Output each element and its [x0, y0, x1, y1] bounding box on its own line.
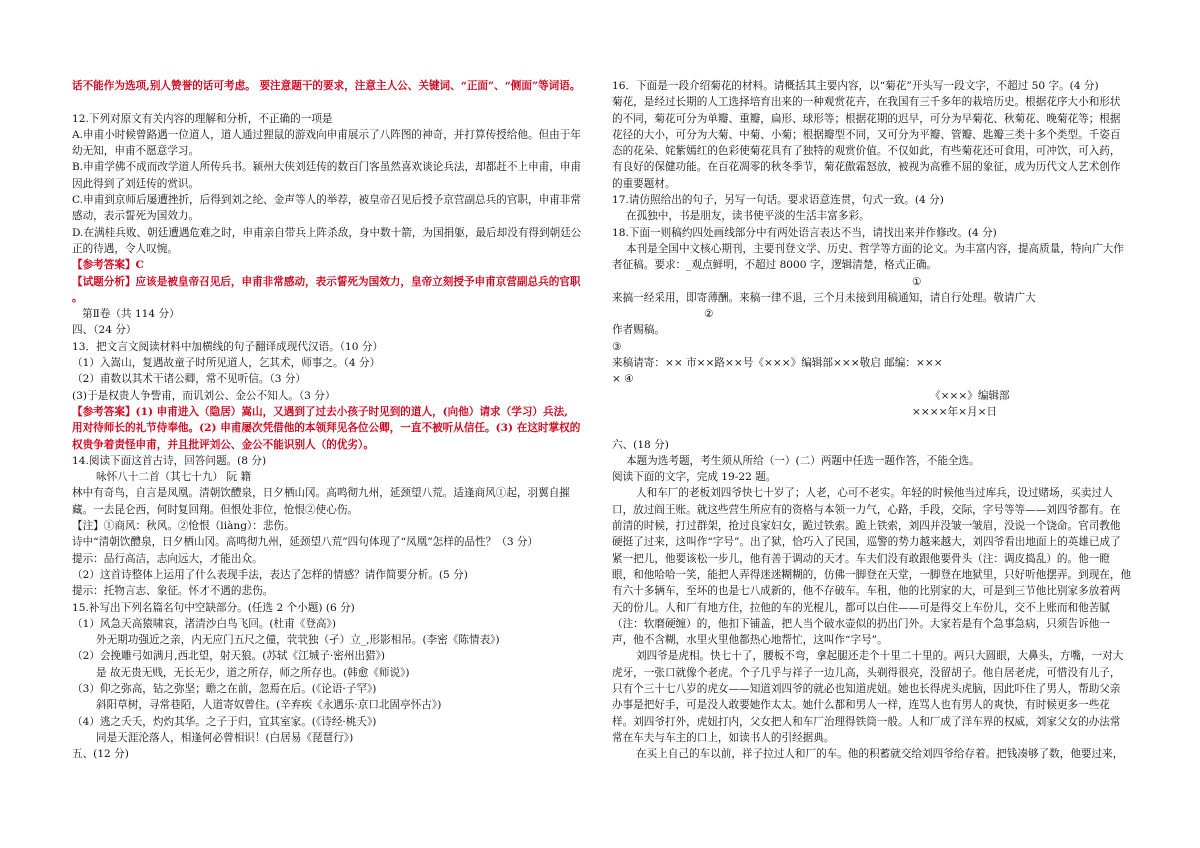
right-text-line: 六、(18 分) [612, 438, 669, 451]
right-text-line: × ④ [612, 373, 634, 386]
right-text-line: 阅读下面的文字，完成 19-22 题。 [612, 471, 777, 484]
left-text-line: 【注】①商风：秋风。②怆恨（liàng）：悲伤。 [72, 520, 295, 533]
left-text-line: 提示：品行高洁，志向远大，才能出众。 [72, 552, 263, 565]
right-text-line: 有良好的保健功能。在百花凋零的秋冬季节，菊花傲霜怒放，被视为高雅不屈的象征，成为历代文人艺术创作 [612, 161, 1121, 174]
right-text-line: 花径的大小，可分为大菊、中菊、小菊；根据瓣型不同，又可分为平瓣、管瓣、匙瓣三类十多个类型。千姿百 [612, 128, 1121, 141]
left-text-line: 【参考答案】C [72, 259, 144, 272]
right-text-line: 口，放过阎王账。就这些营生所应有的资格与本领一力气，心路，手段，交际，字号等等——刘四爷都有。在 [612, 503, 1121, 516]
right-text-line: 者征稿。要求：_观点鲜明，不超过 8000 字，逻辑清楚，格式正确。 [612, 259, 938, 272]
left-text-line: 用对待师长的礼节侍奉他。(2) 申甫屡次凭借他的本领拜见各位公卿，一直不被听从信任。(3) 在这时掌权的 [72, 422, 581, 435]
left-text-line: （1）入嵩山，复遇故童子时所见道人，乞其术，师事之。（4 分） [72, 357, 381, 370]
left-text-line: （2）甫数以其术干诸公卿，常不见听信。（3 分） [72, 373, 307, 386]
right-text-line: 刘四爷是虎相。快七十了，腰板不弯，拿起腿还走个十里二十里的。两只大圆眼，大鼻头，方嘴，一对大 [636, 650, 1124, 663]
left-text-line: 同是天涯沦落人，相逢何必曾相识！(白居易《琵琶行》) [96, 731, 354, 744]
left-text-line: （3）仰之弥高，钻之弥坚；瞻之在前，忽焉在后。(《论语·子罕》) [72, 682, 377, 695]
left-text-line: 12.下列对原文有关内容的理解和分析，不正确的一项是 [72, 112, 333, 125]
left-text-line: A.申甫小时候曾路遇一位道人，道人通过狸鼠的游戏向申甫展示了八阵图的神奇，并打算传授给他。但由于年 [72, 128, 581, 141]
right-text-line: 硬挺了过来，这叫作“字号”。出了狱，恰巧入了民国，巡警的势力越来越大，刘四爷看出地面上的英雄已成了 [612, 536, 1121, 549]
right-text-line: 菊花，是经过长期的人工选择培育出来的一种观赏花卉，在我国有三千多年的栽培历史。根据花序大小和形状 [612, 96, 1121, 109]
left-text-line: 权贵争着责怪申甫，并且批评刘公、金公不能识别人（的优劣）。 [72, 438, 374, 451]
left-text-line: (3)于是权贵人争訾甫，而讥刘公、金公不知人。（3 分） [72, 389, 336, 402]
left-text-line: 第Ⅱ卷（共 114 分） [82, 308, 180, 321]
right-text-line: 声，他不含糊，水里火里他都热心地帮忙，这叫作“字号”。 [612, 634, 888, 647]
right-text-line: 只有个三十七八岁的虎女——知道刘四爷的就必也知道虎妞。她也长得虎头虎脑，因此吓住了男人，帮助父亲 [612, 682, 1121, 695]
right-text-line: 的不同，菊花可分为单瓣、重瓣，扁形、球形等；根据花期的迟早，可分为早菊花、秋菊花、晚菊花等；根据 [612, 112, 1121, 125]
right-text-line: 在孤独中，书是朋友，读书使平淡的生活丰富多彩。 [626, 210, 870, 223]
right-text-line: 的重要题材。 [612, 177, 676, 190]
left-text-line [72, 94, 594, 110]
right-text-line: 前清的时候，打过群架，抢过良家妇女，跪过铁索。跪上铁索，刘四并没皱一皱眉，没说一个饶命。官司教他 [612, 520, 1121, 533]
right-text-line: （注：软磨硬缠）的，他扣下铺盖，把人当个破水壶似的扔出门外。大家若是有个急事急病，只须告诉他一 [612, 617, 1110, 630]
left-text-line: 咏怀八十二首（其七十九） 阮 籍 [96, 471, 252, 484]
right-text-line: 来稿请寄：×× 市××路××号《×××》编辑部×××敬启 邮编：××× [612, 357, 943, 370]
right-text-line: 16．下面是一段介绍菊花的材料。请概括其主要内容，以“菊花”开头写一段文字，不超过 50 字。(4 分) [612, 80, 1099, 92]
right-text-line: 《×××》编辑部 [930, 389, 1010, 402]
right-text-line: 人和车厂的老板刘四爷快七十岁了；人老，心可不老实。年轻的时候他当过库兵，设过赌场，买卖过人 [636, 487, 1113, 500]
left-text-line: 提示：托物言志、象征。怀才不遇的悲伤。 [72, 585, 274, 598]
right-text-line: 紧一把儿，他要该松一步儿，他有善于调动的天才。车夫们没有敢跟他要骨头（注：调皮捣乱）的。他一瞪 [612, 552, 1110, 565]
left-text-line: 14.阅读下面这首古诗，回答问题。(8 分) [72, 454, 267, 467]
right-text-line: 虎牙，一张口就像个老虎。个子几乎与祥子一边儿高，头剃得很亮，没留胡子。他自居老虎，可惜没有儿子， [612, 666, 1121, 679]
right-text-line [612, 420, 1132, 436]
right-text-line: ③ [612, 340, 622, 353]
left-text-line: B.申甫学佛不成而改学道人所传兵书。颍州大侠刘廷传的数百门客虽然喜欢谈论兵法，却都赶不上申甫，申甫 [72, 161, 582, 174]
right-text-line: 样。刘四爷打外，虎妞打内，父女把人和车厂治理得铁筒一般。人和厂成了洋车界的权威，刘家父女的办法常 [612, 715, 1121, 728]
left-text-line: （2）这首诗整体上运用了什么表现手法，表达了怎样的情感？请作简要分析。(5 分) [72, 568, 468, 581]
left-text-line: 藏。一去昆仑西，何时复回翔。但恨处非位，怆恨②使心伤。 [72, 503, 359, 516]
right-text-line: 常在车夫与车主的口上，如读书人的引经据典。 [612, 731, 835, 744]
left-text-line: 外无期功强近之亲，内无应门五尺之僮，茕茕独（孑）立_,形影相吊。(李密《陈情表》) [96, 634, 500, 647]
right-text-line: 态的花朵、姹紫嫣红的色彩使菊花具有了独特的观赏价值。不仅如此，有些菊花还可食用，可冲饮，可入药， [612, 145, 1121, 158]
right-text-line: ② [704, 308, 714, 321]
left-text-line: C.申甫到京师后屡遭挫折，后得到刘之纶、金声等人的举荐，被皇帝召见后授予京营副总兵的官职，申甫非常 [72, 194, 581, 207]
left-text-line: 感动，表示誓死为国效力。 [72, 210, 200, 223]
right-text-line: 在买上自己的车以前，祥子拉过人和厂的车。他的积蓄就交给刘四爷给存着。把钱凑够了数，他要过来， [636, 748, 1124, 761]
left-text-line: 13．把文言文阅读材料中加横线的句子翻译成现代汉语。（10 分） [72, 340, 384, 353]
right-text-line: 办事是把好手，可是没人敢要她作太太。她什么都和男人一样，连骂人也有男人的爽快，有时候更多一些花 [612, 699, 1110, 712]
left-text-line: 斜阳草树，寻常巷陌，人道寄奴曾住。(辛弃疾《永遇乐·京口北固亭怀古》) [96, 699, 442, 712]
right-text-line: ① [912, 275, 922, 288]
left-text-line: 五、(12 分) [72, 748, 129, 761]
right-text-line: 来搞一经采用，即寄薄酬。来稿一律不退，三个月未接到用稿通知，请自行处理。敬请广大 [612, 291, 1036, 304]
left-text-line: 林中有奇鸟，自言是凤凰。清朝饮醴泉，日夕栖山冈。高鸣彻九州，延颈望八荒。适逢商风①起，羽翼自摧 [72, 487, 570, 500]
right-text-line: 有六十多辆车，至坏的也是七八成新的，他不存破车。车租，他的比别家的大，可是到三节他比别家多放着两 [612, 585, 1121, 598]
left-column [72, 78, 594, 762]
left-text-line: （1）风急天高猿啸哀，渚清沙白鸟飞回。(杜甫《登高》) [72, 617, 336, 630]
left-text-line: 15.补写出下列名篇名句中空缺部分。(任选 2 个小题) (6 分) [72, 601, 355, 614]
right-text-line: ××××年×月×日 [912, 405, 998, 418]
left-text-line: 。 [72, 291, 83, 304]
left-text-line: 幼无知，申甫不愿意学习。 [72, 145, 200, 158]
left-text-line: （4）逃之夭夭，灼灼其华。之子于归，宜其室家。(《诗经·桃夭》) [72, 715, 377, 728]
right-text-line: 天的份儿。人和厂有地方住，拉他的车的光棍儿，都可以白住——可是得交上车份儿，交不上账而和他苦腻 [612, 601, 1110, 614]
right-text-line: 眼，和他哈哈一笑，能把人弄得迷迷糊糊的，仿佛一脚登在天堂，一脚登在地狱里，只好听他摆弄。到现在，他 [612, 568, 1132, 581]
left-text-line: 四、（24 分） [72, 324, 137, 337]
right-text-line: 17.请仿照给出的句子，另写一句话。要求语意连贯，句式一致。(4 分) [612, 194, 944, 207]
left-text-line: 【试题分析】应该是被皇帝召见后，申甫非常感动，表示誓死为国效力，皇帝立刻授予申甫京营副总兵的官职 [72, 275, 581, 288]
right-text-line: 本刊是全国中文核心期刊，主要刊登文学、历史、哲学等方面的论文。为丰富内容，提高质量，特向广大作 [626, 242, 1124, 255]
right-text-line: 作者赐稿。 [612, 324, 665, 337]
right-text-line: 本题为选考题，考生须从所给（一）(二）两题中任选一题作答，不能全选。 [626, 454, 980, 467]
left-text-line: 因此得到了刘廷传的赏识。 [72, 177, 200, 190]
right-text-line: 18.下面一则稿约四处画线部分中有两处语言表达不当，请找出来并作修改。(4 分) [612, 226, 997, 239]
left-text-line: 是 故无贵无贱，无长无少，道之所存，师之所存也。(韩愈《师说》) [96, 666, 410, 679]
left-text-line: （2）会挽雕弓如满月,西北望，射天狼。(苏轼《江城子·密州出猎》) [72, 650, 386, 663]
left-text-line: 正的待遇，令人叹惋。 [72, 242, 178, 255]
left-text-line: D.在满桂兵败、朝廷遭遇危难之时，申甫亲自带兵上阵杀敌，身中数十箭，为国捐躯，最后却没有得到朝廷公 [72, 226, 582, 239]
right-column [612, 78, 1132, 762]
left-text-line: 话不能作为选项,别人赞誉的话可考虑。 要注意题干的要求，注意主人公、关键词、“正面”、“侧面”等词语。 [72, 80, 581, 92]
left-text-line: 【参考答案】(1) 申甫进入（隐居）嵩山，又遇到了过去小孩子时见到的道人，(向他）请求（学习）兵法, [72, 405, 568, 418]
left-text-line: 诗中“清朝饮醴泉，日夕栖山冈。高鸣彻九州，延颈望八荒”四句体现了“凤凰”怎样的品性？（3 分） [72, 536, 539, 549]
